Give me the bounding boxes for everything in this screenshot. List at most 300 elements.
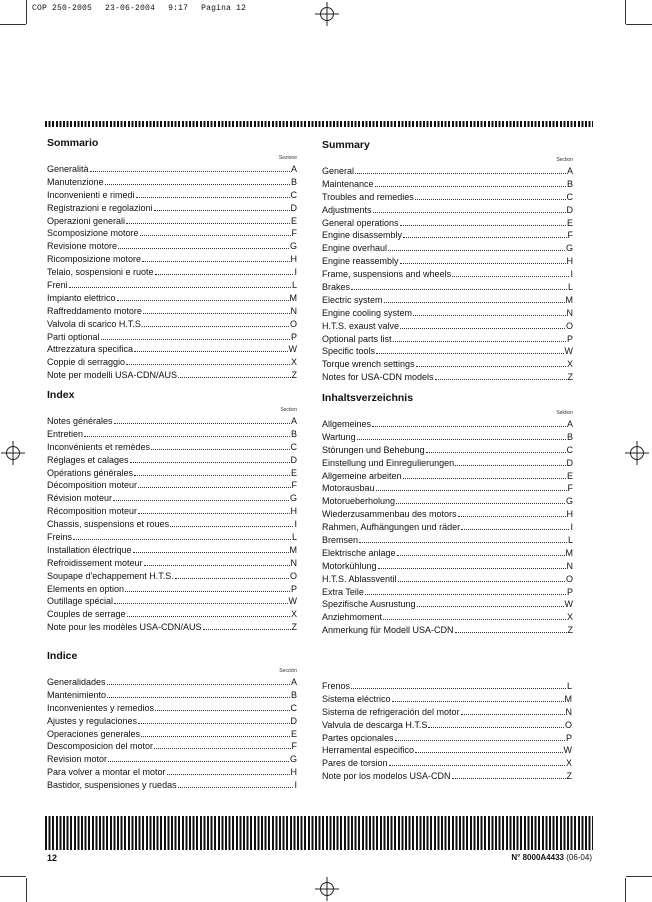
toc-entry bbox=[47, 266, 297, 279]
dot-leader bbox=[175, 578, 289, 579]
toc-entry-section-letter: N bbox=[566, 560, 573, 571]
dot-leader bbox=[136, 197, 290, 198]
toc-entry bbox=[322, 611, 573, 624]
toc-entry-label: Rahmen, Aufhängungen und räder bbox=[322, 522, 461, 533]
toc-entry-label: Specific tools bbox=[322, 346, 376, 357]
toc-entry-label: Elements en option bbox=[47, 583, 125, 594]
toc-entry bbox=[322, 281, 573, 294]
dot-leader bbox=[107, 697, 290, 698]
toc-entry bbox=[47, 428, 297, 441]
toc-entry-label: Allgemeines bbox=[322, 419, 372, 429]
dot-leader bbox=[398, 581, 565, 582]
dot-leader bbox=[416, 366, 566, 367]
column-hint: Section bbox=[280, 407, 297, 413]
toc-entry-label: Elektrische anlage bbox=[322, 547, 396, 558]
column-hint: Section bbox=[556, 157, 573, 163]
toc-entry-section-letter: B bbox=[566, 178, 573, 189]
toc-entry-label: Anmerkung für Modell USA-CDN bbox=[322, 625, 454, 636]
toc-entry bbox=[47, 492, 297, 505]
dot-leader bbox=[203, 629, 291, 630]
toc-entry-label: Soupape d'echappement H.T.S. bbox=[47, 570, 174, 581]
toc-entry bbox=[47, 766, 297, 779]
dot-leader bbox=[90, 171, 290, 172]
toc-entry-label: Bremsen bbox=[322, 535, 359, 546]
toc-entry bbox=[322, 521, 573, 534]
toc-entry bbox=[47, 215, 297, 228]
toc-entry bbox=[322, 693, 572, 706]
toc-entry bbox=[322, 457, 573, 470]
toc-entry bbox=[322, 770, 572, 783]
toc-entry-section-letter: Z bbox=[291, 370, 297, 381]
toc-entry-label: Descomposicion del motor bbox=[47, 741, 154, 752]
toc-entry bbox=[322, 744, 572, 757]
toc-entry bbox=[322, 757, 572, 770]
toc-entry-section-letter: O bbox=[289, 318, 297, 329]
toc-entry-label: Manutenzione bbox=[47, 176, 104, 187]
section-title: Index bbox=[47, 389, 75, 401]
section-indice bbox=[47, 650, 297, 792]
toc-entry-label: Révision moteur bbox=[47, 493, 113, 504]
toc-entry-section-letter: O bbox=[565, 573, 573, 584]
dot-leader bbox=[117, 300, 289, 301]
dot-leader bbox=[393, 341, 566, 342]
dot-leader bbox=[365, 594, 566, 595]
toc-entry bbox=[322, 508, 573, 521]
toc-entry-label: Generalidades bbox=[47, 677, 106, 687]
toc-entry-label: Chassis, suspensions et roues bbox=[47, 519, 170, 530]
toc-entry bbox=[322, 178, 573, 191]
toc-entry bbox=[47, 689, 297, 702]
toc-entry bbox=[322, 294, 573, 307]
toc-entry-section-letter: I bbox=[570, 522, 573, 533]
toc-entry-section-letter: H bbox=[290, 506, 297, 517]
toc-entry bbox=[322, 706, 572, 719]
toc-entry-section-letter: P bbox=[290, 583, 297, 594]
toc-entry-label: Inconvénients et remèdes bbox=[47, 441, 151, 452]
column-hint: Sezione bbox=[278, 155, 297, 161]
toc-entry-section-letter: L bbox=[567, 282, 573, 293]
toc-entry-label: Motorueberholung bbox=[322, 496, 396, 507]
registration-mark-icon bbox=[630, 446, 644, 460]
toc-entry-section-letter: Z bbox=[291, 622, 297, 633]
toc-entry-label: Scomposizione motore bbox=[47, 228, 139, 239]
toc-entry bbox=[47, 676, 297, 689]
dot-leader bbox=[351, 688, 566, 689]
dot-leader bbox=[114, 423, 290, 424]
toc-entry-label: Sistema eléctrico bbox=[322, 693, 391, 704]
toc-entry bbox=[47, 202, 297, 215]
toc-entry bbox=[322, 345, 573, 358]
toc-entry bbox=[322, 719, 572, 732]
bottom-barcode-strip bbox=[45, 816, 593, 850]
toc-entry-label: Revisione motore bbox=[47, 241, 118, 252]
toc-entry-section-letter: C bbox=[290, 189, 297, 200]
toc-entry-label: H.T.S. exaust valve bbox=[322, 320, 400, 331]
toc-entry-section-letter: B bbox=[290, 689, 297, 700]
crop-mark bbox=[0, 876, 26, 877]
toc-entry-label: Frenos bbox=[322, 681, 351, 691]
dot-leader bbox=[461, 714, 565, 715]
toc-entry bbox=[47, 570, 297, 583]
toc-entry bbox=[322, 547, 573, 560]
toc-entry bbox=[322, 482, 573, 495]
toc-entry bbox=[47, 715, 297, 728]
print-date: 23-06-2004 bbox=[105, 4, 156, 13]
toc-entry-label: Notes générales bbox=[47, 416, 113, 426]
dot-leader bbox=[397, 555, 565, 556]
dot-leader bbox=[388, 250, 565, 251]
toc-entry bbox=[47, 279, 297, 292]
toc-entry-label: Adjustments bbox=[322, 204, 372, 215]
crop-mark bbox=[626, 24, 652, 25]
dot-leader bbox=[138, 513, 289, 514]
dot-leader bbox=[140, 235, 291, 236]
toc-entry-section-letter: A bbox=[290, 164, 297, 174]
toc-entry-section-letter: L bbox=[567, 535, 573, 546]
toc-entry-section-letter: A bbox=[290, 677, 297, 687]
toc-entry bbox=[47, 702, 297, 715]
toc-entry-section-letter: O bbox=[564, 719, 572, 730]
dot-leader bbox=[351, 289, 567, 290]
toc-entry-label: Couples de serrage bbox=[47, 609, 126, 620]
toc-entry bbox=[322, 431, 573, 444]
toc-entry-section-letter: G bbox=[565, 243, 573, 254]
dot-leader bbox=[178, 377, 290, 378]
dot-leader bbox=[355, 173, 566, 174]
toc-entry-label: Para volver a montar el motor bbox=[47, 767, 166, 778]
toc-entry-section-letter: C bbox=[566, 444, 573, 455]
toc-entry bbox=[322, 573, 573, 586]
toc-entry-section-letter: M bbox=[564, 693, 572, 704]
dot-leader bbox=[142, 261, 289, 262]
toc-entry-section-letter: X bbox=[290, 609, 297, 620]
print-time: 9:17 bbox=[168, 4, 189, 13]
top-barcode-strip bbox=[45, 121, 593, 127]
toc-entry bbox=[322, 680, 572, 693]
toc-entry-label: Engine reassembly bbox=[322, 256, 399, 267]
toc-entry-section-letter: N bbox=[290, 557, 297, 568]
toc-entry-section-letter: M bbox=[289, 292, 297, 303]
dot-leader bbox=[400, 328, 565, 329]
dot-leader bbox=[359, 542, 567, 543]
print-page: Pagina 12 bbox=[201, 4, 247, 13]
dot-leader bbox=[372, 426, 566, 427]
dot-leader bbox=[426, 452, 566, 453]
toc-entry-label: Valvola di scarico H.T.S. bbox=[47, 318, 144, 329]
dot-leader bbox=[105, 184, 290, 185]
toc-entry-label: Bastidor, suspensiones y ruedas bbox=[47, 780, 177, 791]
dot-leader bbox=[113, 500, 289, 501]
toc-entry-section-letter: F bbox=[567, 230, 573, 241]
dot-leader bbox=[118, 248, 289, 249]
toc-entry-label: Valvula de descarga H.T.S bbox=[322, 719, 428, 730]
toc-entry bbox=[47, 318, 297, 331]
toc-entry-label: Anziehmoment bbox=[322, 612, 383, 623]
dot-leader bbox=[455, 465, 565, 466]
toc-entry bbox=[47, 176, 297, 189]
dot-leader bbox=[395, 740, 565, 741]
toc-entry bbox=[47, 253, 297, 266]
toc-entry-label: Installation électrique bbox=[47, 544, 132, 555]
toc-entry-section-letter: W bbox=[564, 599, 573, 610]
registration-mark-icon bbox=[320, 7, 334, 21]
dot-leader bbox=[403, 237, 566, 238]
toc-entry-section-letter: P bbox=[566, 586, 573, 597]
dot-leader bbox=[154, 210, 290, 211]
toc-entry bbox=[322, 732, 572, 745]
crop-mark bbox=[26, 878, 27, 902]
toc-entry-section-letter: X bbox=[566, 612, 573, 623]
toc-entry-label: Spezifische Ausrustung bbox=[322, 599, 416, 610]
toc-entry-section-letter: D bbox=[566, 457, 573, 468]
toc-entry-label: Herramental especifico bbox=[322, 745, 415, 756]
toc-entry-label: Extra Teile bbox=[322, 586, 364, 597]
dot-leader bbox=[396, 503, 565, 504]
toc-entry-section-letter: W bbox=[288, 344, 297, 355]
dot-leader bbox=[107, 684, 290, 685]
toc-entry-section-letter: E bbox=[290, 728, 297, 739]
toc-entry-label: Freins bbox=[47, 532, 73, 543]
dot-leader bbox=[108, 761, 289, 762]
toc-entry-section-letter: W bbox=[564, 346, 573, 357]
section-indice-continued bbox=[322, 680, 572, 783]
toc-entry-section-letter: Z bbox=[567, 625, 573, 636]
toc-entry-section-letter: F bbox=[567, 483, 573, 494]
toc-entry-section-letter: N bbox=[290, 305, 297, 316]
crop-mark bbox=[625, 878, 626, 902]
toc-entry-section-letter: G bbox=[289, 493, 297, 504]
print-header bbox=[32, 4, 254, 13]
dot-leader bbox=[144, 565, 290, 566]
dot-leader bbox=[154, 748, 290, 749]
toc-entry bbox=[322, 320, 573, 333]
dot-leader bbox=[151, 449, 289, 450]
toc-entry-label: Ricomposizione motore bbox=[47, 254, 142, 265]
dot-leader bbox=[130, 462, 290, 463]
toc-entry bbox=[47, 343, 297, 356]
registration-mark-icon bbox=[320, 882, 334, 896]
toc-entry-section-letter: H bbox=[290, 254, 297, 265]
toc-entry-label: Refroidissement moteur bbox=[47, 557, 143, 568]
toc-entry-label: Mantenimiento bbox=[47, 689, 107, 700]
dot-leader bbox=[178, 787, 294, 788]
doc-code: COP 250-2005 bbox=[32, 4, 93, 13]
toc-entry-label: Operazioni generali bbox=[47, 215, 126, 226]
toc-entry-label: Raffreddamento motore bbox=[47, 305, 142, 316]
toc-entry bbox=[47, 531, 297, 544]
toc-entry-label: Notes for USA-CDN models bbox=[322, 372, 434, 383]
toc-entry bbox=[322, 560, 573, 573]
toc-entry-section-letter: I bbox=[294, 267, 297, 278]
crop-mark bbox=[0, 24, 26, 25]
toc-entry-label: Pares de torsion bbox=[322, 758, 388, 769]
toc-entry bbox=[322, 371, 573, 384]
toc-entry bbox=[47, 189, 297, 202]
toc-entry-label: Impianto elettrico bbox=[47, 292, 116, 303]
toc-entry-section-letter: F bbox=[291, 741, 297, 752]
toc-entry bbox=[47, 753, 297, 766]
toc-entry-section-letter: X bbox=[290, 357, 297, 368]
toc-entry bbox=[322, 217, 573, 230]
toc-entry-section-letter: C bbox=[290, 702, 297, 713]
code-number: 8000A4433 bbox=[522, 853, 564, 862]
toc-entry-label: Telaio, sospensioni e ruote bbox=[47, 267, 154, 278]
crop-mark bbox=[625, 0, 626, 24]
section-title: Sommario bbox=[47, 137, 99, 149]
dot-leader bbox=[403, 478, 566, 479]
registration-mark-icon bbox=[6, 446, 20, 460]
toc-entry bbox=[322, 255, 573, 268]
dot-leader bbox=[400, 263, 566, 264]
toc-entry-label: Brakes bbox=[322, 282, 351, 293]
toc-entry bbox=[47, 479, 297, 492]
toc-entry-label: Entretien bbox=[47, 428, 84, 439]
dot-leader bbox=[461, 529, 569, 530]
toc-entry-section-letter: M bbox=[289, 544, 297, 555]
dot-leader bbox=[134, 475, 290, 476]
toc-entry bbox=[322, 358, 573, 371]
toc-entry-label: Optional parts list bbox=[322, 333, 392, 344]
toc-entry bbox=[47, 544, 297, 557]
dot-leader bbox=[428, 727, 564, 728]
toc-entry-section-letter: E bbox=[290, 467, 297, 478]
toc-entry-label: Frame, suspensions and wheels bbox=[322, 269, 452, 280]
toc-entry bbox=[47, 740, 297, 753]
toc-entry-label: Allgemeine arbeiten bbox=[322, 470, 402, 481]
dot-leader bbox=[101, 339, 290, 340]
toc-entry-label: Parti optional bbox=[47, 331, 100, 342]
dot-leader bbox=[126, 364, 290, 365]
dot-leader bbox=[413, 315, 565, 316]
toc-entry-label: Ajustes y regulaciones bbox=[47, 715, 138, 726]
toc-entry-label: Wiederzusammenbau des motors bbox=[322, 509, 457, 520]
page-number: 12 bbox=[47, 853, 58, 863]
toc-entry bbox=[47, 467, 297, 480]
dot-leader bbox=[392, 701, 564, 702]
toc-entry-label: Réglages et calages bbox=[47, 454, 129, 465]
dot-leader bbox=[389, 765, 565, 766]
toc-entry bbox=[322, 470, 573, 483]
toc-entry-label: Récomposition moteur bbox=[47, 506, 138, 517]
code-edition: (06-04) bbox=[566, 853, 592, 862]
dot-leader bbox=[155, 710, 289, 711]
toc-entry-section-letter: M bbox=[565, 294, 573, 305]
toc-entry-section-letter: H bbox=[290, 767, 297, 778]
toc-entry-label: Wartung bbox=[322, 431, 356, 442]
toc-entry-label: Motorausbau bbox=[322, 483, 375, 494]
dot-leader bbox=[133, 552, 289, 553]
document-code bbox=[511, 853, 592, 862]
toc-entry-label: Note per modelli USA-CDN/AUS bbox=[47, 370, 178, 381]
dot-leader bbox=[69, 287, 291, 288]
dot-leader bbox=[376, 353, 563, 354]
toc-entry-label: Coppie di serraggio bbox=[47, 357, 126, 368]
toc-entry bbox=[47, 583, 297, 596]
toc-entry-label: H.T.S. Ablassventil bbox=[322, 573, 397, 584]
toc-entry bbox=[47, 163, 297, 176]
toc-entry-section-letter: H bbox=[566, 256, 573, 267]
toc-entry bbox=[322, 229, 573, 242]
toc-entry-section-letter: E bbox=[566, 470, 573, 481]
dot-leader bbox=[455, 632, 567, 633]
dot-leader bbox=[155, 274, 294, 275]
column-hint: Sección bbox=[279, 668, 297, 674]
toc-entry-section-letter: X bbox=[566, 359, 573, 370]
toc-entry-label: Maintenance bbox=[322, 178, 374, 189]
dot-leader bbox=[134, 351, 287, 352]
section-title: Indice bbox=[47, 650, 78, 662]
toc-entry-label: General operations bbox=[322, 217, 399, 228]
code-prefix: N° bbox=[511, 853, 521, 862]
dot-leader bbox=[73, 539, 291, 540]
toc-entry-label: Electric system bbox=[322, 294, 383, 305]
dot-leader bbox=[417, 606, 564, 607]
toc-entry bbox=[322, 307, 573, 320]
toc-entry-label: Engine disassembly bbox=[322, 230, 403, 241]
dot-leader bbox=[415, 752, 562, 753]
dot-leader bbox=[84, 436, 290, 437]
toc-entry bbox=[47, 415, 297, 428]
toc-entry bbox=[322, 418, 573, 431]
toc-entry-section-letter: P bbox=[566, 333, 573, 344]
toc-entry-section-letter: I bbox=[570, 269, 573, 280]
toc-entry-section-letter: L bbox=[566, 681, 572, 691]
toc-entry bbox=[47, 505, 297, 518]
toc-entry-section-letter: E bbox=[566, 217, 573, 228]
toc-entry-section-letter: B bbox=[290, 428, 297, 439]
dot-leader bbox=[383, 619, 566, 620]
toc-entry-section-letter: A bbox=[566, 166, 573, 176]
toc-entry bbox=[322, 268, 573, 281]
toc-entry bbox=[322, 586, 573, 599]
toc-entry-section-letter: G bbox=[289, 241, 297, 252]
toc-entry-section-letter: A bbox=[566, 419, 573, 429]
toc-entry bbox=[47, 369, 297, 382]
toc-entry bbox=[47, 621, 297, 634]
toc-entry-label: Freni bbox=[47, 280, 68, 291]
toc-entry-label: Troubles and remedies bbox=[322, 191, 414, 202]
toc-entry-section-letter: F bbox=[291, 480, 297, 491]
toc-entry-section-letter: F bbox=[291, 228, 297, 239]
dot-leader bbox=[384, 302, 565, 303]
dot-leader bbox=[138, 723, 289, 724]
toc-entry-section-letter: A bbox=[290, 416, 297, 426]
dot-leader bbox=[452, 276, 569, 277]
toc-entry-label: Störungen und Behebung bbox=[322, 444, 425, 455]
toc-entry-label: Revision motor bbox=[47, 754, 108, 765]
toc-entry-section-letter: I bbox=[294, 780, 297, 791]
dot-leader bbox=[415, 199, 566, 200]
toc-entry bbox=[322, 242, 573, 255]
toc-entry-section-letter: P bbox=[290, 331, 297, 342]
dot-leader bbox=[144, 326, 289, 327]
toc-entry-section-letter: M bbox=[565, 547, 573, 558]
toc-entry-section-letter: Z bbox=[567, 372, 573, 383]
toc-entry-section-letter: X bbox=[565, 758, 572, 769]
toc-entry bbox=[47, 240, 297, 253]
dot-leader bbox=[138, 487, 290, 488]
toc-entry-section-letter: G bbox=[289, 754, 297, 765]
dot-leader bbox=[114, 603, 287, 604]
toc-entry-label: Opérations générales bbox=[47, 467, 134, 478]
toc-entry bbox=[47, 441, 297, 454]
toc-entry-label: Inconvenienti e rimedi bbox=[47, 189, 135, 200]
toc-entry bbox=[47, 356, 297, 369]
crop-mark bbox=[626, 876, 652, 877]
toc-entry-label: Engine cooling system bbox=[322, 307, 413, 318]
dot-leader bbox=[141, 736, 290, 737]
dot-leader bbox=[376, 490, 567, 491]
